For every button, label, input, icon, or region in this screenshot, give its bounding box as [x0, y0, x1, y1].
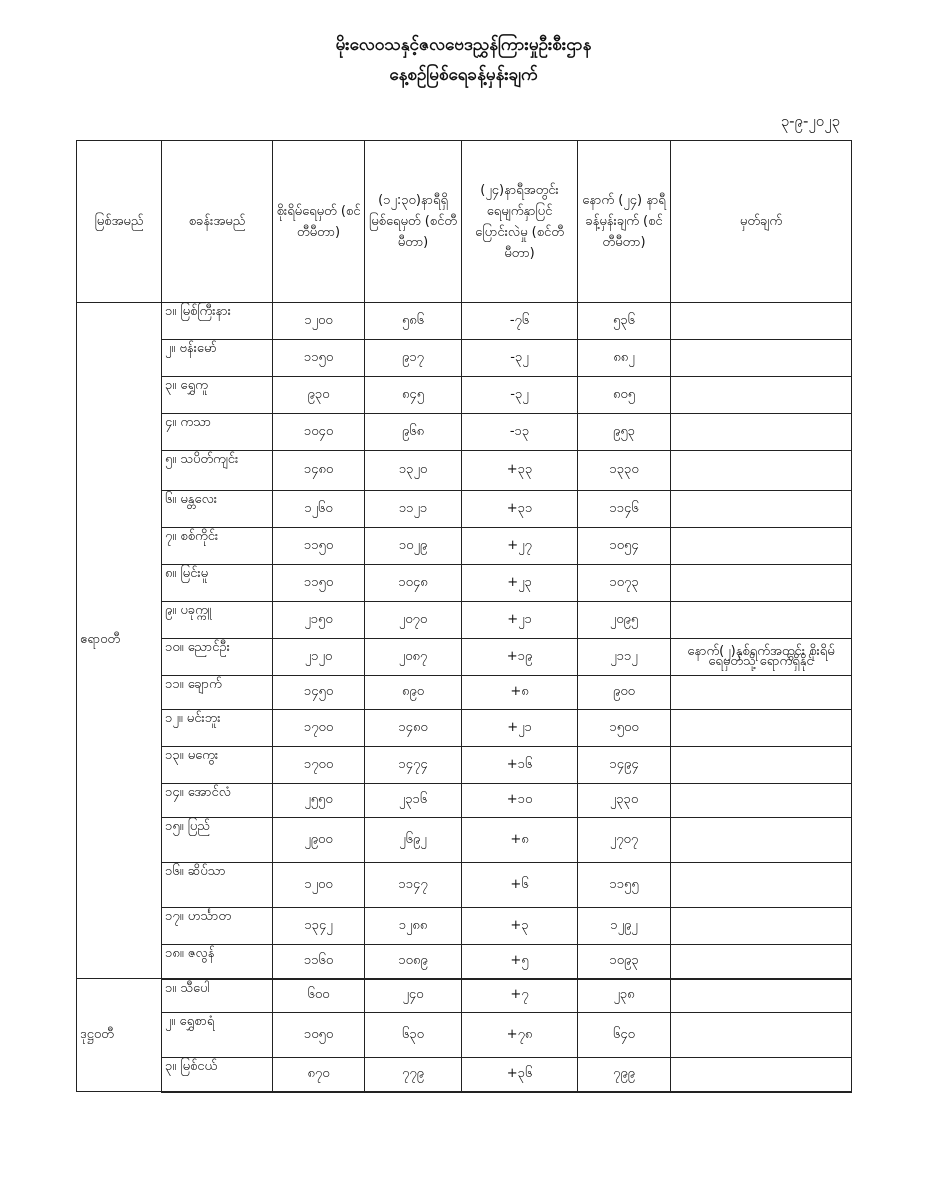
table-row [77, 602, 852, 639]
remark-cell [671, 414, 852, 451]
table-row [77, 528, 852, 565]
forecast-cell: ၁၁၄၆ [578, 491, 671, 528]
warning-level-cell: ၁၂၀၀ [273, 863, 365, 908]
warning-level-cell: ၁၇၀၀ [273, 747, 365, 784]
remark-cell [671, 1013, 852, 1058]
warning-level-cell: ၈၇၀ [273, 1058, 365, 1092]
station-name-cell: ၁၇။ ဟင်္သာတ [162, 908, 273, 945]
station-name-cell: ၈။ မြင်းမူ [162, 565, 273, 602]
remark-cell [671, 377, 852, 414]
header-warning-level: စိုးရိမ်ရေမှတ် (စင်တီမီတာ) [273, 141, 365, 303]
remark-cell [671, 979, 852, 1013]
warning-level-cell: ၁၀၄၀ [273, 414, 365, 451]
remark-cell [671, 528, 852, 565]
station-name-cell: ၁၁။ ချောက် [162, 676, 273, 710]
current-level-cell: ၅၈၆ [365, 303, 462, 340]
station-name-cell: ၉။ ပခုက္ကူ [162, 602, 273, 639]
level-change-cell: +၁၀ [462, 784, 578, 818]
current-level-cell: ၁၃၂၀ [365, 451, 462, 491]
forecast-cell: ၁၁၅၅ [578, 863, 671, 908]
station-name-cell: ၁၈။ ဇလွန် [162, 945, 273, 979]
remark-cell [671, 945, 852, 979]
table-row [77, 945, 852, 979]
level-change-cell: -၇၆ [462, 303, 578, 340]
station-name-cell: ၁၀။ ညောင်ဦး [162, 639, 273, 676]
remark-cell [671, 602, 852, 639]
current-level-cell: ၈၉၀ [365, 676, 462, 710]
table-row [77, 863, 852, 908]
level-change-cell: +၁၆ [462, 747, 578, 784]
station-name-cell: ၁၆။ ဆိပ်သာ [162, 863, 273, 908]
remark-cell [671, 491, 852, 528]
table-row [77, 908, 852, 945]
current-level-cell: ၂၃၁၆ [365, 784, 462, 818]
remark-cell [671, 676, 852, 710]
level-change-cell: +၃၃ [462, 451, 578, 491]
forecast-cell: ၆၄၀ [578, 1013, 671, 1058]
forecast-cell: ၇၉၉ [578, 1058, 671, 1092]
table-row [77, 710, 852, 747]
table-row [77, 491, 852, 528]
station-name-cell: ၅။ သပိတ်ကျင်း [162, 451, 273, 491]
level-change-cell: +၆ [462, 863, 578, 908]
forecast-cell: ၂၀၉၅ [578, 602, 671, 639]
forecast-cell: ၁၅၀၀ [578, 710, 671, 747]
header-station-name: စခန်းအမည် [162, 141, 273, 303]
table-row [77, 565, 852, 602]
level-change-cell: +၅ [462, 945, 578, 979]
river-level-table [76, 140, 852, 1093]
level-change-cell: +၃၁ [462, 491, 578, 528]
current-level-cell: ၁၄၇၄ [365, 747, 462, 784]
warning-level-cell: ၂၉၀၀ [273, 818, 365, 863]
station-name-cell: ၆။ မန္တလေး [162, 491, 273, 528]
current-level-cell: ၂၀၈၇ [365, 639, 462, 676]
table-row [77, 979, 852, 1013]
forecast-cell: ၂၃၈ [578, 979, 671, 1013]
station-name-cell: ၁၃။ မကွေး [162, 747, 273, 784]
current-level-cell: ၁၀၈၉ [365, 945, 462, 979]
remark-cell [671, 908, 852, 945]
department-title: မိုးလေဝသနှင့်ဇလဗေဒညွှန်ကြားမှုဦးစီးဌာန [335, 35, 592, 55]
level-change-cell: +၇ [462, 979, 578, 1013]
warning-level-cell: ၉၃၀ [273, 377, 365, 414]
station-name-cell: ၁၄။ အောင်လံ [162, 784, 273, 818]
table-row [77, 377, 852, 414]
current-level-cell: ၉၁၇ [365, 340, 462, 377]
forecast-cell: ၁၀၉၃ [578, 945, 671, 979]
forecast-cell: ၅၃၆ [578, 303, 671, 340]
level-change-cell: +၂၇ [462, 528, 578, 565]
table-row [77, 818, 852, 863]
warning-level-cell: ၂၁၅၀ [273, 602, 365, 639]
forecast-cell: ၁၃၃၀ [578, 451, 671, 491]
header-forecast: နောက် (၂၄) နာရီ ခန့်မှန်းချက် (စင်တီမီတာ) [578, 141, 671, 303]
warning-level-cell: ၂၁၂၀ [273, 639, 365, 676]
warning-level-cell: ၁၂၆၀ [273, 491, 365, 528]
current-level-cell: ၂၀၇၀ [365, 602, 462, 639]
remark-cell [671, 747, 852, 784]
current-level-cell: ၂၆၉၂ [365, 818, 462, 863]
level-change-cell: +၇၈ [462, 1013, 578, 1058]
current-level-cell: ၆၃၀ [365, 1013, 462, 1058]
current-level-cell: ၁၄၈၀ [365, 710, 462, 747]
level-change-cell: -၃၂ [462, 377, 578, 414]
current-level-cell: ၉၆၈ [365, 414, 462, 451]
table-row [77, 303, 852, 340]
station-name-cell: ၂။ ရွှေစာရံ [162, 1013, 273, 1058]
current-level-cell: ၁၁၂၁ [365, 491, 462, 528]
forecast-cell: ၉၀၀ [578, 676, 671, 710]
table-row [77, 451, 852, 491]
warning-level-cell: ၁၃၄၂ [273, 908, 365, 945]
table-row [77, 414, 852, 451]
warning-level-cell: ၆၀၀ [273, 979, 365, 1013]
current-level-cell: ၇၇၉ [365, 1058, 462, 1092]
level-change-cell: +၂၃ [462, 565, 578, 602]
remark-cell [671, 1058, 852, 1092]
station-name-cell: ၁။ သီပေါ [162, 979, 273, 1013]
header-river-name: မြစ်အမည် [77, 141, 162, 303]
station-name-cell: ၃။ ရွှေကူ [162, 377, 273, 414]
forecast-cell: ၈၈၂ [578, 340, 671, 377]
table-header-row [77, 141, 852, 303]
remark-cell [671, 565, 852, 602]
report-date: ၃-၉-၂၀၂၃ [780, 112, 840, 130]
forecast-cell: ၁၄၉၄ [578, 747, 671, 784]
station-name-cell: ၁၂။ မင်းဘူး [162, 710, 273, 747]
station-name-cell: ၂။ ဗန်းမော် [162, 340, 273, 377]
forecast-cell: ၉၅၃ [578, 414, 671, 451]
warning-level-cell: ၁၄၅၀ [273, 676, 365, 710]
remark-cell [671, 710, 852, 747]
remark-cell: နောက်(၂)နှစ်ရက်အတွင်း စိုးရိမ်ရေမှတ်သို့ ရောက်ရှိနိုင် [671, 639, 852, 676]
remark-cell [671, 451, 852, 491]
current-level-cell: ၈၄၅ [365, 377, 462, 414]
level-change-cell: +၃ [462, 908, 578, 945]
level-change-cell: +၁၉ [462, 639, 578, 676]
forecast-cell: ၂၁၁၂ [578, 639, 671, 676]
warning-level-cell: ၁၁၅၀ [273, 340, 365, 377]
forecast-cell: ၈၀၅ [578, 377, 671, 414]
station-name-cell: ၃။ မြစ်ငယ် [162, 1058, 273, 1092]
river-name-cell: ဧရာဝတီ [77, 303, 162, 979]
station-name-cell: ၄။ ကသာ [162, 414, 273, 451]
level-change-cell: +၂၁ [462, 602, 578, 639]
level-change-cell: -၃၂ [462, 340, 578, 377]
table-row [77, 784, 852, 818]
station-name-cell: ၁၅။ ပြည် [162, 818, 273, 863]
warning-level-cell: ၁၁၅၀ [273, 565, 365, 602]
river-name-cell: ဒုဋ္ဌဝတီ [77, 979, 162, 1092]
table-row [77, 1058, 852, 1092]
level-change-cell: +၈ [462, 818, 578, 863]
current-level-cell: ၁၀၂၉ [365, 528, 462, 565]
current-level-cell: ၂၄၀ [365, 979, 462, 1013]
forecast-cell: ၁၀၅၄ [578, 528, 671, 565]
forecast-cell: ၂၃၃၀ [578, 784, 671, 818]
remark-cell [671, 340, 852, 377]
table-row [77, 1013, 852, 1058]
station-name-cell: ၁။ မြစ်ကြီးနား [162, 303, 273, 340]
warning-level-cell: ၁၁၅၀ [273, 528, 365, 565]
warning-level-cell: ၁၂၀၀ [273, 303, 365, 340]
table-row [77, 747, 852, 784]
forecast-cell: ၁၀၇၃ [578, 565, 671, 602]
remark-cell [671, 863, 852, 908]
level-change-cell: +၃၆ [462, 1058, 578, 1092]
warning-level-cell: ၁၄၈၀ [273, 451, 365, 491]
forecast-cell: ၁၂၉၂ [578, 908, 671, 945]
table-row [77, 639, 852, 676]
header-current-level: (၁၂:၃၀)နာရီရှိ မြစ်ရေမှတ် (စင်တီမီတာ) [365, 141, 462, 303]
current-level-cell: ၁၁၄၇ [365, 863, 462, 908]
station-name-cell: ၇။ စစ်ကိုင်း [162, 528, 273, 565]
warning-level-cell: ၁၇၀၀ [273, 710, 365, 747]
level-change-cell: -၁၃ [462, 414, 578, 451]
warning-level-cell: ၂၅၅၀ [273, 784, 365, 818]
level-change-cell: +၈ [462, 676, 578, 710]
table-row [77, 340, 852, 377]
current-level-cell: ၁၀၄၈ [365, 565, 462, 602]
current-level-cell: ၁၂၈၈ [365, 908, 462, 945]
level-change-cell: +၂၁ [462, 710, 578, 747]
remark-cell [671, 303, 852, 340]
report-title: နေ့စဉ်မြစ်ရေခန့်မှန်းချက် [389, 65, 538, 85]
header-24h-change: (၂၄)နာရီအတွင်း ရေမျက်နှာပြင် ပြောင်းလဲမှု (စင်တီမီတာ) [462, 141, 578, 303]
warning-level-cell: ၁၀၅၀ [273, 1013, 365, 1058]
forecast-cell: ၂၇၀၇ [578, 818, 671, 863]
warning-level-cell: ၁၁၆၀ [273, 945, 365, 979]
remark-cell [671, 784, 852, 818]
remark-cell [671, 818, 852, 863]
header-remarks: မှတ်ချက် [671, 141, 852, 303]
table-row [77, 676, 852, 710]
